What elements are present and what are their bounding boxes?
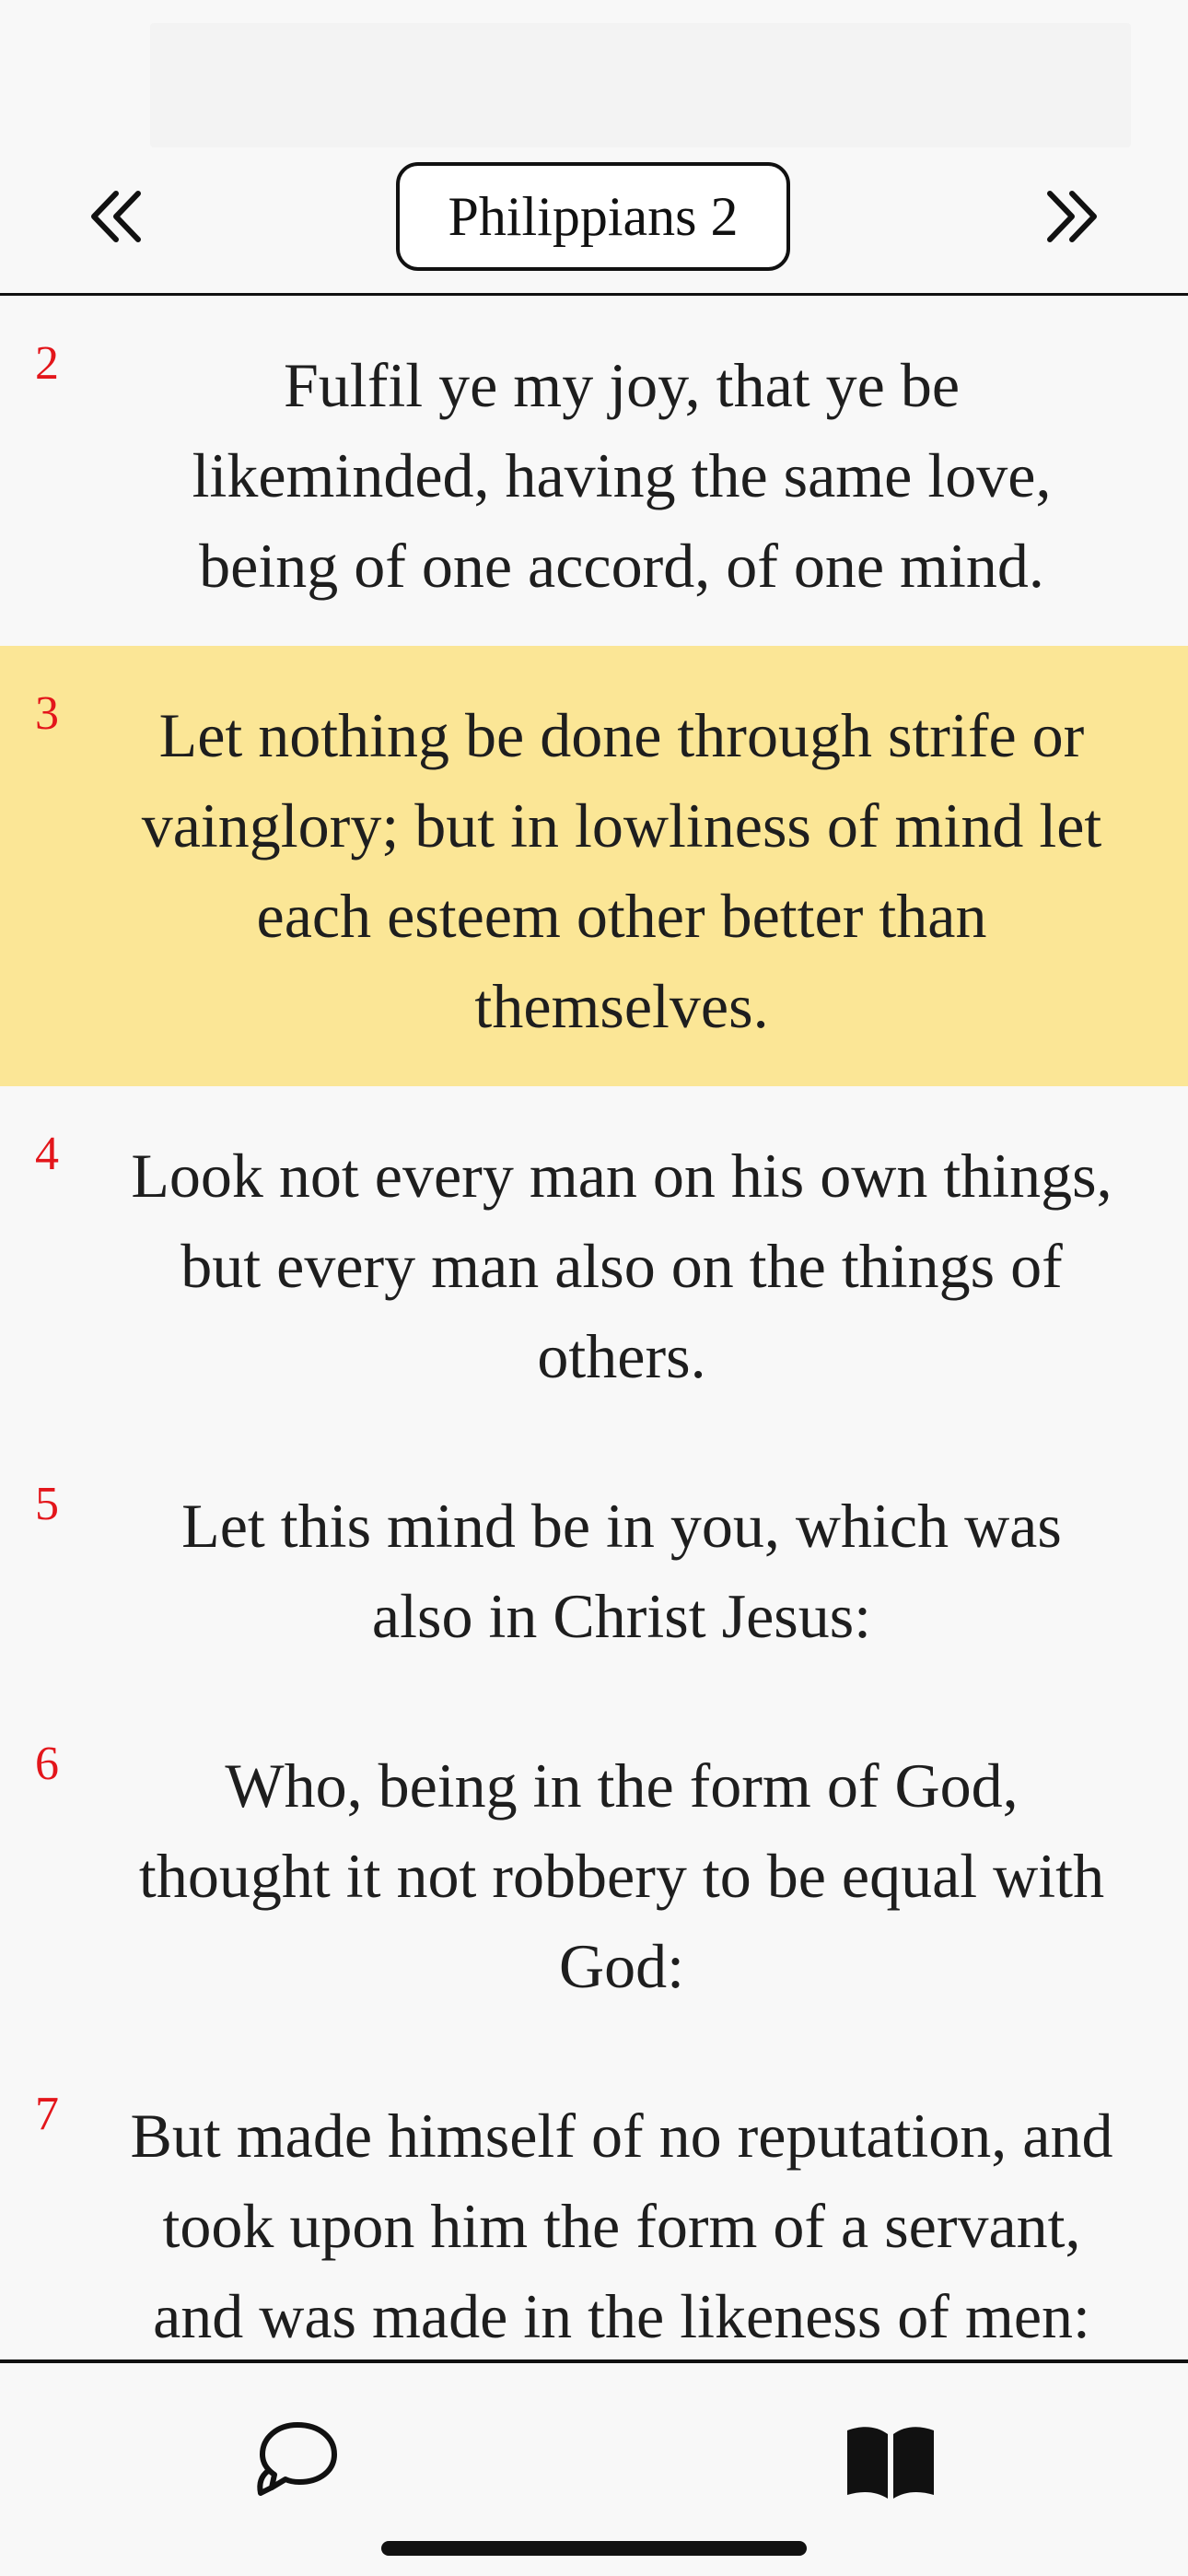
top-banner-placeholder [150,23,1131,147]
chat-tab-button[interactable] [247,2409,348,2511]
verse-text: Fulfil ye my joy, that ye be likeminded, having the same love, being of one accord, of one mind. [192,350,1052,601]
verse-number: 7 [35,2088,59,2140]
chapter-label: Philippians 2 [448,185,739,247]
verse-item[interactable] [0,1696,1188,2046]
verse-text: Who, being in the form of God, thought it not robbery to be equal with God: [138,1751,1105,2001]
verse-number: 5 [35,1478,59,1530]
home-indicator[interactable] [381,2541,807,2556]
verse-text: But made himself of no reputation, and took upon him the form of a servant, and was made in the likeness of men: [130,2101,1113,2351]
verse-text: Look not every man on his own things, but every man also on the things of others. [131,1141,1112,1391]
verse-text: Let nothing be done through strife or vainglory; but in lowliness of mind let each esteem other better than themselves. [141,700,1102,1041]
verse-item[interactable] [0,2046,1188,2359]
double-chevron-right-icon [1041,184,1105,249]
verse-item[interactable] [0,1086,1188,1436]
open-book-icon [840,2414,941,2506]
chapter-navigation [0,147,1188,295]
verse-item-highlighted[interactable] [0,646,1188,1086]
chat-bubbles-icon [251,2414,344,2506]
verse-number: 4 [35,1128,59,1180]
verse-item[interactable] [0,296,1188,646]
bible-tab-button[interactable] [840,2409,941,2511]
verse-item[interactable] [0,1436,1188,1696]
verse-text: Let this mind be in you, which was also in Christ Jesus: [181,1491,1062,1651]
previous-chapter-button[interactable] [74,175,157,258]
next-chapter-button[interactable] [1031,175,1114,258]
verse-number: 2 [35,337,59,390]
chapter-selector-button[interactable] [396,162,790,271]
verse-number: 3 [35,687,59,740]
verse-list[interactable] [0,296,1188,2359]
double-chevron-left-icon [83,184,147,249]
verse-number: 6 [35,1738,59,1790]
